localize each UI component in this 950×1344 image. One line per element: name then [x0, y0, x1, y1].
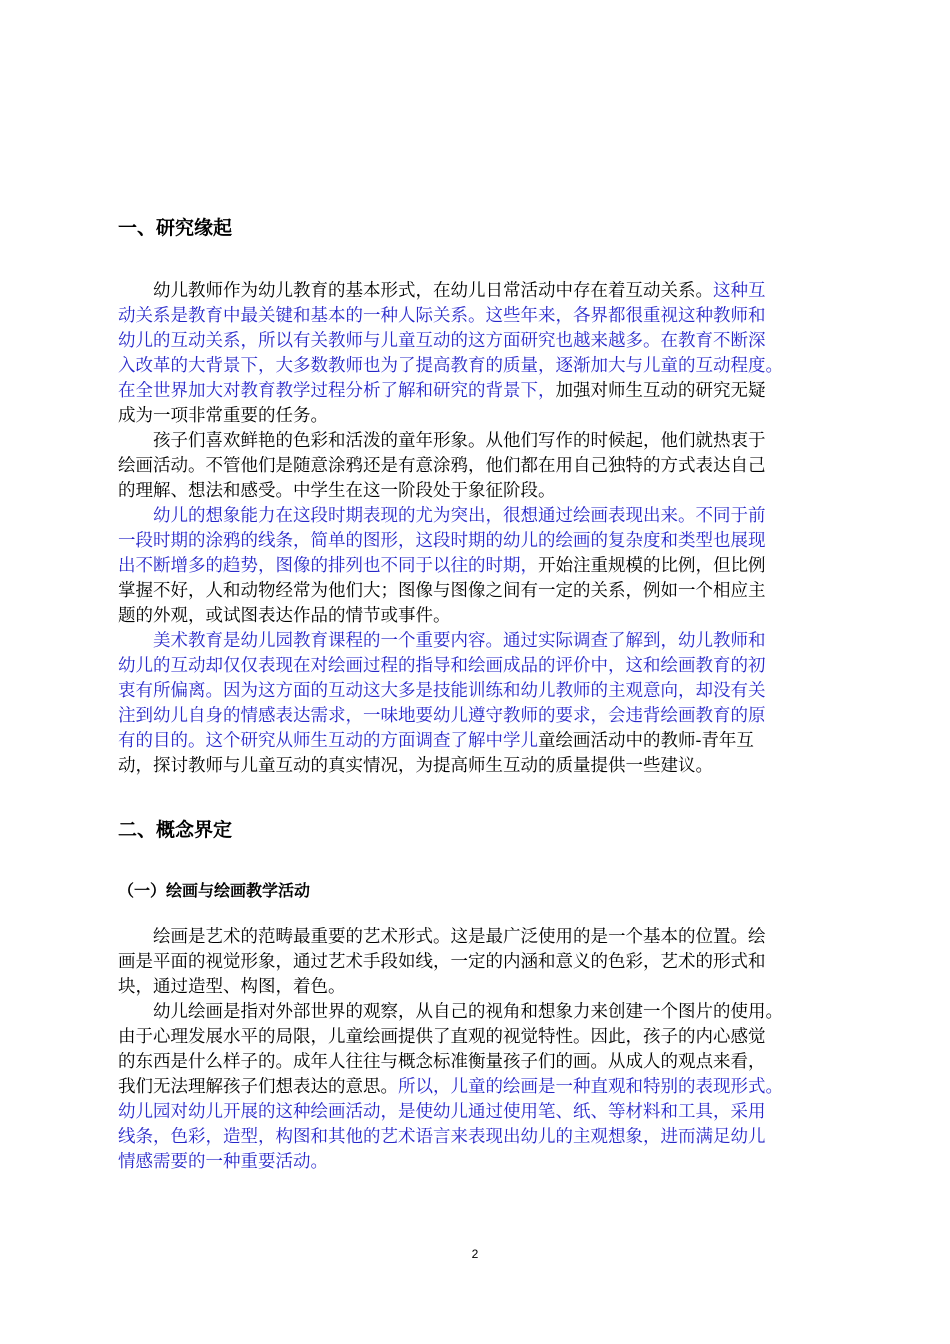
body-text: 块，通过造型、构图，着色。: [118, 977, 346, 997]
highlighted-text: 出不断增多的趋势，图像的排列也不同于以往的时期，: [118, 556, 538, 576]
page-number: 2: [471, 1247, 479, 1261]
paragraph: [118, 629, 838, 779]
text-line: [118, 454, 838, 479]
highlighted-text: 幼儿的互动却仅仅表现在对绘画过程的指导和绘画成品的评价中，这和绘画教育的初: [118, 656, 766, 676]
text-line: [118, 975, 838, 1000]
highlighted-text: 动关系是教育中最关键和基本的一种人际关系。这些年来，各界都很重视这种教师和: [118, 306, 766, 326]
body-text: 绘画是艺术的范畴最重要的艺术形式。这是最广泛使用的是一个基本的位置。绘: [118, 927, 766, 947]
body-text: 画是平面的视觉形象，通过艺术手段如线，一定的内涵和意义的色彩，艺术的形式和: [118, 952, 766, 972]
body-text: 孩子们喜欢鲜艳的色彩和活泼的童年形象。从他们写作的时候起，他们就热衷于: [118, 431, 766, 451]
paragraph: [118, 1000, 838, 1175]
highlighted-text: 这种互: [713, 281, 766, 301]
body-text: 幼儿绘画是指对外部世界的观察，从自己的视角和想象力来创建一个图片的使用。: [118, 1002, 783, 1022]
highlighted-text: 入改革的大背景下，大多数教师也为了提高教育的质量，逐渐加大与儿童的互动程度。: [118, 356, 783, 376]
text-line: [118, 679, 838, 704]
body-text: 的东西是什么样子的。成年人往往与概念标准衡量孩子们的画。从成人的观点来看，: [118, 1052, 766, 1072]
body-text: 幼儿教师作为幼儿教育的基本形式，在幼儿日常活动中存在着互动关系。: [118, 281, 713, 301]
section-heading: 一、研究缘起: [118, 217, 233, 239]
paragraph: [118, 429, 838, 504]
text-line: [118, 1050, 838, 1075]
text-line: [118, 354, 838, 379]
text-line: [118, 654, 838, 679]
highlighted-text: 美术教育是幼儿园教育课程的一个重要内容。通过实际调查了解到，幼儿教师和: [118, 631, 766, 651]
text-line: [118, 329, 838, 354]
text-line: [118, 504, 838, 529]
text-line: [118, 1025, 838, 1050]
body-text: 由于心理发展水平的局限，儿童绘画提供了直观的视觉特性。因此，孩子的内心感觉: [118, 1027, 766, 1047]
subsection-heading: （一）绘画与绘画教学活动: [118, 881, 311, 900]
body-text: 加强对师生互动的研究无疑: [555, 381, 766, 401]
highlighted-text: 有的目的。这个研究从师生互动的方面调查了解中学儿: [118, 731, 538, 751]
highlighted-text: 情感需要的一种重要活动。: [118, 1152, 328, 1172]
highlighted-text: 线条，色彩，造型，构图和其他的艺术语言来表现出幼儿的主观想象，进而满足幼儿: [118, 1127, 766, 1147]
highlighted-text: 一段时期的涂鸦的线条，简单的图形，这段时期的幼儿的绘画的复杂度和类型也展现: [118, 531, 766, 551]
text-line: [118, 729, 838, 754]
body-text: 成为一项非常重要的任务。: [118, 406, 328, 426]
text-line: [118, 925, 838, 950]
text-line: [118, 1075, 838, 1100]
highlighted-text: 衷有所偏离。因为这方面的互动这大多是技能训练和幼儿教师的主观意向，却没有关: [118, 681, 766, 701]
highlighted-text: 在全世界加大对教育教学过程分析了解和研究的背景下，: [118, 381, 556, 401]
text-line: [118, 754, 838, 779]
text-line: [118, 1150, 838, 1175]
text-line: [118, 950, 838, 975]
highlighted-text: 幼儿园对幼儿开展的这种绘画活动，是使幼儿通过使用笔、纸、等材料和工具，采用: [118, 1102, 766, 1122]
highlighted-text: 幼儿的互动关系，所以有关教师与儿童互动的这方面研究也越来越多。在教育不断深: [118, 331, 766, 351]
text-line: [118, 629, 838, 654]
text-line: [118, 1125, 838, 1150]
text-line: [118, 279, 838, 304]
highlighted-text: 幼儿的想象能力在这段时期表现的尤为突出，很想通过绘画表现出来。不同于前: [118, 506, 766, 526]
text-line: [118, 479, 838, 504]
text-line: [118, 704, 838, 729]
body-text: 的理解、想法和感受。中学生在这一阶段处于象征阶段。: [118, 481, 556, 501]
body-text: 动，探讨教师与儿童互动的真实情况，为提高师生互动的质量提供一些建议。: [118, 756, 713, 776]
text-line: [118, 579, 838, 604]
text-line: [118, 379, 838, 404]
section-body: [118, 279, 838, 779]
body-text: 掌握不好，人和动物经常为他们大；图像与图像之间有一定的关系，例如一个相应主: [118, 581, 766, 601]
text-line: [118, 429, 838, 454]
body-text: 我们无法理解孩子们想表达的意思。: [118, 1077, 398, 1097]
body-text: 题的外观，或试图表达作品的情节或事件。: [118, 606, 451, 626]
text-line: [118, 604, 838, 629]
text-line: [118, 304, 838, 329]
body-text: 绘画活动。不管他们是随意涂鸦还是有意涂鸦，他们都在用自己独特的方式表达自己: [118, 456, 766, 476]
text-line: [118, 1100, 838, 1125]
text-line: [118, 404, 838, 429]
paragraph: [118, 504, 838, 629]
text-line: [118, 529, 838, 554]
highlighted-text: 所以，儿童的绘画是一种直观和特别的表现形式。: [398, 1077, 783, 1097]
body-text: 童绘画活动中的教师-青年互: [538, 731, 754, 751]
section-body: [118, 925, 838, 1175]
section-heading: 二、概念界定: [118, 819, 233, 841]
paragraph: [118, 925, 838, 1000]
body-text: 开始注重规模的比例，但比例: [538, 556, 766, 576]
highlighted-text: 注到幼儿自身的情感表达需求，一味地要幼儿遵守教师的要求，会违背绘画教育的原: [118, 706, 766, 726]
text-line: [118, 1000, 838, 1025]
text-line: [118, 554, 838, 579]
paragraph: [118, 279, 838, 429]
